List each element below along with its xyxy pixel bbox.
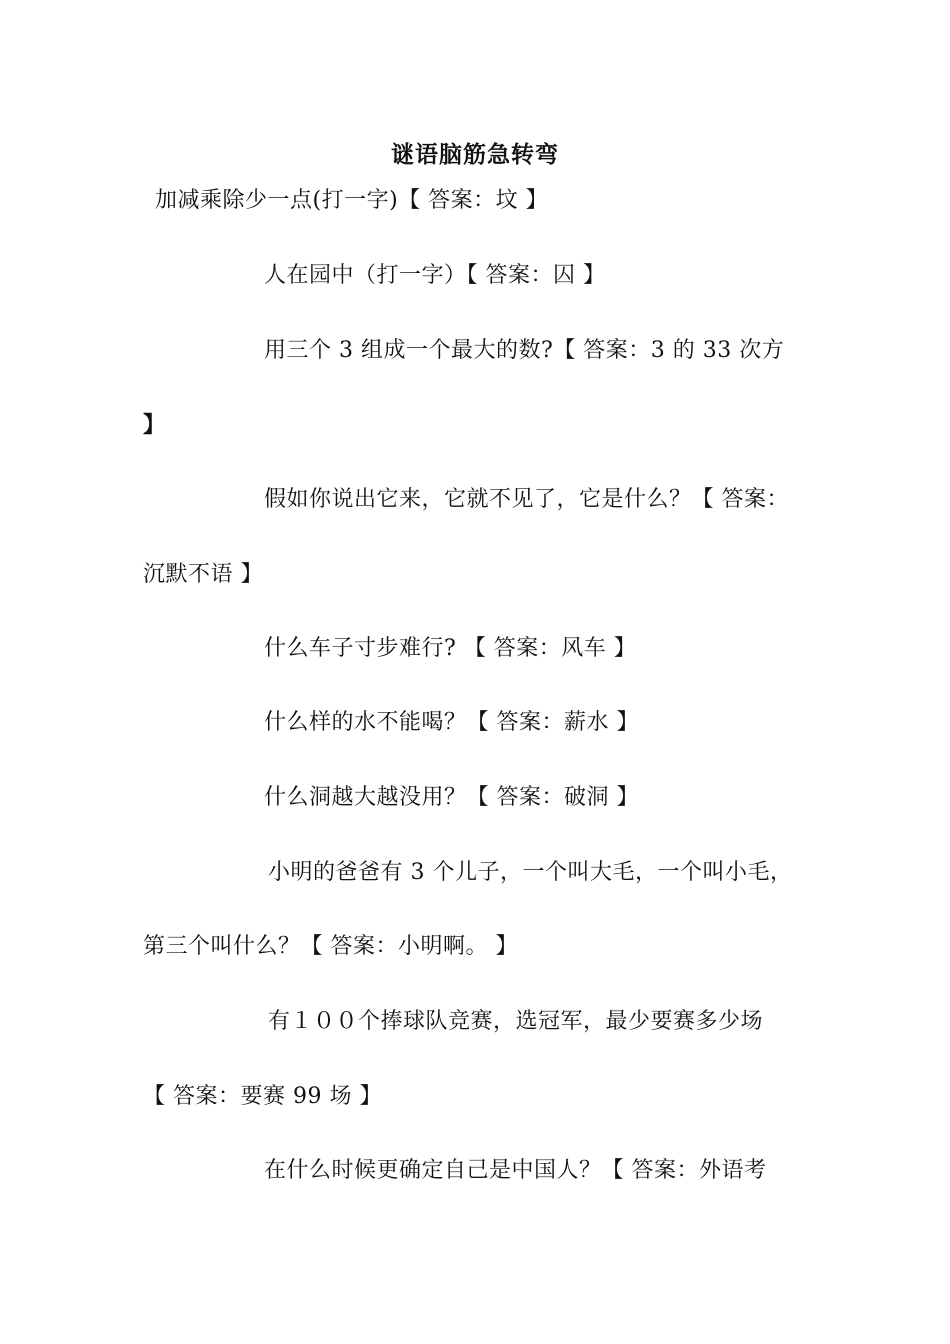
riddle-line-9: 有１００个捧球队竞赛，选冠军，最少要赛多少场: [268, 1009, 764, 1034]
riddle-line-6: 什么样的水不能喝？【 答案：薪水 】: [264, 710, 639, 735]
riddle-line-5: 什么车子寸步难行? 【 答案：风车 】: [264, 636, 637, 661]
riddle-line-3-continued: 】: [143, 412, 166, 438]
riddle-line-9-continued: 【 答案：要赛 99 场 】: [143, 1084, 382, 1109]
riddle-line-4: 假如你说出它来，它就不见了，它是什么？【 答案：: [264, 487, 789, 512]
riddle-line-3: 用三个 3 组成一个最大的数?【 答案：3 的 33 次方: [264, 338, 785, 363]
riddle-line-4-continued: 沉默不语 】: [143, 562, 263, 587]
document-title: 谜语脑筋急转弯: [391, 141, 559, 168]
riddle-line-7: 什么洞越大越没用？【 答案：破洞 】: [264, 785, 639, 810]
riddle-line-1: 加减乘除少一点(打一字)【 答案：坟 】: [155, 188, 549, 213]
riddle-line-10: 在什么时候更确定自己是中国人？【 答案：外语考: [264, 1158, 767, 1183]
riddle-line-2: 人在园中（打一字）【 答案：囚 】: [264, 263, 606, 288]
riddle-line-8: 小明的爸爸有 3 个儿子，一个叫大毛，一个叫小毛，: [268, 860, 793, 885]
riddle-line-8-continued: 第三个叫什么？【 答案：小明啊。 】: [143, 934, 518, 959]
